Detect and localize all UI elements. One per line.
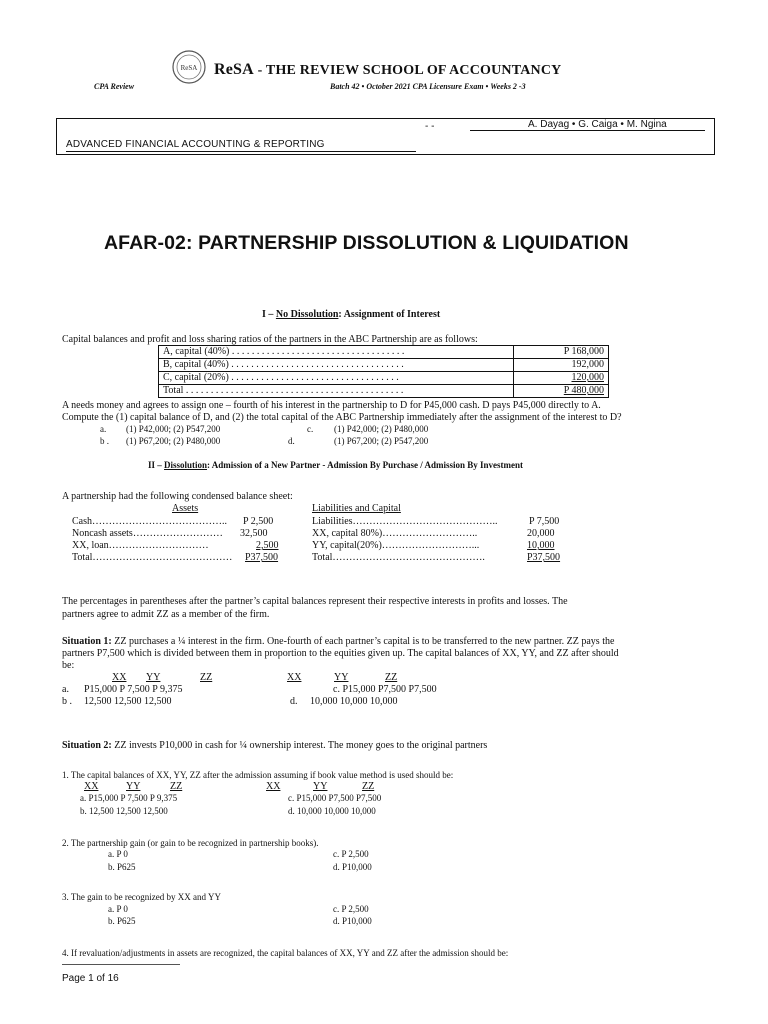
col-header-zz: ZZ: [385, 672, 398, 683]
q1-option-c: c. P15,000 P7,500 P7,500: [288, 793, 382, 803]
asset-row: Cash…………………………………..: [72, 516, 227, 527]
col-header-yy: YY: [313, 781, 328, 792]
resa-logo: [172, 50, 206, 84]
q1-option-d: d. 10,000 10,000 10,000: [288, 806, 376, 816]
s1-option-c: c. P15,000 P7,500 P7,500: [333, 684, 437, 695]
option-c-letter: c.: [307, 424, 314, 434]
question-3: 3. The gain to be recognized by XX and YY: [62, 892, 221, 902]
authors: A. Dayag • G. Caiga • M. Ngina: [528, 119, 667, 130]
col-header-xx: XX: [287, 672, 302, 683]
asset-value: 2,500: [256, 540, 279, 551]
col-header-zz: ZZ: [170, 781, 183, 792]
asset-row: Noncash assets………………………: [72, 528, 223, 539]
table-row: Total . . . . . . . . . . . . . . . . . . . . . . . . . . . . . . . . . . . . . . . . . . . . P 480,000: [159, 385, 609, 398]
paragraph-1-line-1: The percentages in parentheses after the partner’s capital balances represent their respective interests in profits and losses. The: [62, 596, 568, 607]
option-d-letter: d.: [288, 436, 295, 446]
subject-title: ADVANCED FINANCIAL ACCOUNTING & REPORTING: [66, 139, 325, 150]
batch-info: Batch 42 • October 2021 CPA Licensure Exam • Weeks 2 -3: [330, 82, 526, 91]
col-header-zz: ZZ: [362, 781, 375, 792]
q3-option-b: b. P625: [108, 916, 136, 926]
liability-value: P37,500: [527, 552, 561, 563]
s1-option-d-letter: d.: [290, 696, 298, 707]
assets-header: Assets: [172, 503, 199, 514]
liability-row: XX, capital 80%)………………………..: [312, 528, 478, 539]
q3-option-a: a. P 0: [108, 904, 128, 914]
asset-value: P 2,500: [243, 516, 274, 527]
s1-option-a: P15,000 P 7,500 P 9,375: [84, 684, 183, 695]
situation-1-line-1: Situation 1: ZZ purchases a ¼ interest in the firm. One-fourth of each partner’s capital is to be transferred to the new partner. ZZ pays the: [62, 636, 615, 647]
liability-value: P 7,500: [529, 516, 560, 527]
option-a: (1) P42,000; (2) P547,200: [126, 424, 221, 434]
col-header-xx: XX: [266, 781, 281, 792]
asset-value: P37,500: [245, 552, 279, 563]
col-header-xx: XX: [84, 781, 99, 792]
table-row: B, capital (40%) . . . . . . . . . . . . . . . . . . . . . . . . . . . . . . . . . . . 192,000: [159, 359, 609, 372]
liability-row: YY, capital(20%)………………………...: [312, 540, 480, 551]
section-1-intro: Capital balances and profit and loss sharing ratios of the partners in the ABC Partnership are as follows:: [62, 334, 478, 345]
q2-option-d: d. P10,000: [333, 862, 372, 872]
dash-marks: - -: [425, 121, 435, 132]
col-header-yy: YY: [146, 672, 161, 683]
q2-option-a: a. P 0: [108, 849, 128, 859]
liability-row: Liabilities……………………………………..: [312, 516, 498, 527]
question-line-2: Compute the (1) capital balance of D, and (2) the total capital of the ABC Partnership immediately after the assignment of the interest to D?: [62, 412, 622, 423]
subject-underline: [66, 151, 416, 152]
question-2: 2. The partnership gain (or gain to be recognized in partnership books).: [62, 838, 319, 848]
page-number: Page 1 of 16: [62, 973, 119, 984]
option-d: (1) P67,200; (2) P547,200: [334, 436, 429, 446]
liability-value: 20,000: [527, 528, 555, 539]
option-b-letter: b .: [100, 436, 109, 446]
s1-option-b: 12,500 12,500 12,500: [84, 696, 172, 707]
question-4: 4. If revaluation/adjustments in assets are recognized, the capital balances of XX, YY and ZZ after the admission should be:: [62, 948, 509, 958]
q2-option-b: b. P625: [108, 862, 136, 872]
asset-row: Total……………………………………: [72, 552, 233, 563]
liability-row: Total……………………………………….: [312, 552, 485, 563]
col-header-xx: XX: [112, 672, 127, 683]
section-2-heading: II – Dissolution: Admission of a New Partner - Admission By Purchase / Admission By Investment: [148, 460, 523, 470]
liability-value: 10,000: [527, 540, 555, 551]
option-a-letter: a.: [100, 424, 107, 434]
cpa-review-label: CPA Review: [94, 82, 135, 91]
liabilities-header: Liabilities and Capital: [312, 503, 401, 514]
q3-option-d: d. P10,000: [333, 916, 372, 926]
asset-value: 32,500: [240, 528, 268, 539]
question-line-1: A needs money and agrees to assign one – fourth of his interest in the partnership to D for P45,000 cash. D pays P45,000 directly to A.: [62, 400, 601, 411]
s1-option-d: 10,000 10,000 10,000: [310, 696, 398, 707]
section-1-heading: I – No Dissolution: Assignment of Interest: [262, 309, 441, 320]
table-row: A, capital (40%) . . . . . . . . . . . . . . . . . . . . . . . . . . . . . . . . . . . P 168,000: [159, 346, 609, 359]
s1-option-a-letter: a.: [62, 684, 69, 695]
capital-table: [158, 345, 609, 398]
option-c: (1) P42,000; (2) P480,000: [334, 424, 429, 434]
school-name: - THE REVIEW SCHOOL OF ACCOUNTANCY: [257, 63, 562, 78]
asset-row: XX, loan…………………………: [72, 540, 209, 551]
footer-divider: [62, 964, 180, 965]
situation-1-line-3: be:: [62, 660, 75, 671]
option-b: (1) P67,200; (2) P480,000: [126, 436, 221, 446]
brand-name: ReSA: [214, 61, 254, 78]
svg-text:ReSA: ReSA: [180, 64, 198, 72]
q1-option-a: a. P15,000 P 7,500 P 9,375: [80, 793, 178, 803]
situation-2: Situation 2: ZZ invests P10,000 in cash for ¼ ownership interest. The money goes to the original partners: [62, 740, 488, 751]
q2-option-c: c. P 2,500: [333, 849, 369, 859]
situation-1-line-2: partners P7,500 which is divided between them in proportion to the equities given up. The capital balances of XX, YY, and ZZ after should: [62, 648, 619, 659]
authors-underline: [470, 130, 705, 131]
q1-option-b: b. 12,500 12,500 12,500: [80, 806, 168, 816]
paragraph-1-line-2: partners agree to admit ZZ as a member of the firm.: [62, 609, 270, 620]
section-2-intro: A partnership had the following condensed balance sheet:: [62, 491, 293, 502]
col-header-yy: YY: [334, 672, 349, 683]
table-row: C, capital (20%) . . . . . . . . . . . . . . . . . . . . . . . . . . . . . . . . . . 120,000: [159, 372, 609, 385]
q3-option-c: c. P 2,500: [333, 904, 369, 914]
school-header: [214, 61, 561, 79]
s1-option-b-letter: b .: [62, 696, 72, 707]
document-title: AFAR-02: PARTNERSHIP DISSOLUTION & LIQUIDATION: [104, 232, 629, 254]
question-1: 1. The capital balances of XX, YY, ZZ after the admission assuming if book value method is used should be:: [62, 770, 454, 780]
col-header-zz: ZZ: [200, 672, 213, 683]
col-header-yy: YY: [126, 781, 141, 792]
